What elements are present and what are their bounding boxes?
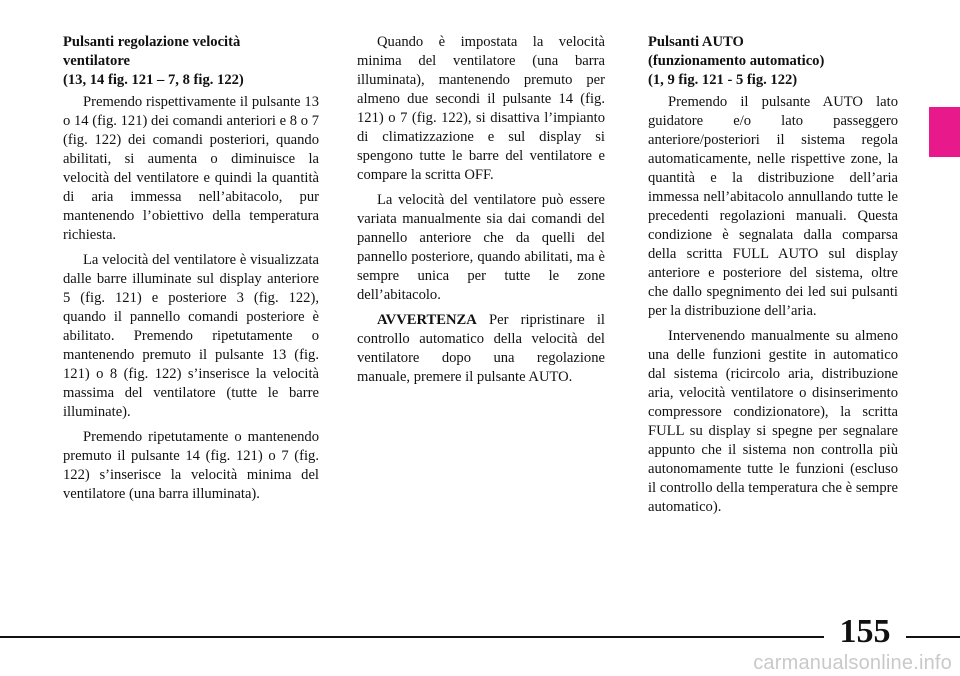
warning-label: AVVERTENZA	[377, 312, 477, 328]
footer-rule-left	[0, 636, 824, 638]
heading-line: Pulsanti regolazione velocità	[63, 34, 241, 50]
section-heading-fan-speed	[63, 33, 319, 90]
warning-text: Per ripristinare il controllo automatico della velocità del ventilatore dopo una regolazione manuale, premere il pulsante AUTO.	[357, 312, 605, 385]
body-paragraph: Intervenendo manualmente su almeno una delle funzioni gestite in automatico dal sistema (ricircolo aria, distribuzione aria, velocità ventilatore o disinserimento compressore condizionatore), la scritta FULL su display si spegne per segnalare appunto che il sistema non controlla più autonomamente tutte le funzioni (escluso il controllo della temperatura che è sempre automatico).	[648, 328, 898, 515]
body-paragraph: La velocità del ventilatore è visualizzata dalle barre illuminate sul display anteriore 5 (fig. 121) e posteriore 3 (fig. 122), quando il pannello comandi posteriore è abilitato. Premendo ripetutamente o mantenendo premuto il pulsante 13 (fig. 121) o 8 (fig. 122) s’inserisce la velocità massima del ventilatore (tutte le barre illuminate).	[63, 252, 319, 420]
body-paragraph: Premendo ripetutamente o mantenendo premuto il pulsante 14 (fig. 121) o 7 (fig. 122) s’inserisce la velocità minima del ventilatore (una barra illuminata).	[63, 429, 319, 502]
watermark: carmanualsonline.info	[753, 652, 952, 674]
section-tab-marker	[929, 107, 960, 157]
heading-line: (1, 9 fig. 121 - 5 fig. 122)	[648, 72, 798, 88]
footer-rule-right	[906, 636, 960, 638]
section-heading-auto	[648, 33, 898, 90]
body-paragraph: Premendo il pulsante AUTO lato guidatore e/o lato passeggero anteriore/posteriori il sistema regola automaticamente, nelle rispettive zone, la quantità e la distribuzione dell’aria immessa nell’abitacolo annullando tutte le precedenti regolazioni manuali. Questa condizione è segnalata dalla comparsa della scritta FULL AUTO sul display anteriore e posteriore del sistema, oltre che dallo spegnimento dei led sui pulsanti per la distribuzione dell’aria.	[648, 94, 898, 319]
heading-line: Pulsanti AUTO	[648, 34, 744, 50]
column-right	[648, 33, 898, 523]
heading-line: (13, 14 fig. 121 – 7, 8 fig. 122)	[63, 72, 244, 88]
page-number: 155	[839, 613, 891, 650]
body-paragraph: Premendo rispettivamente il pulsante 13 o 14 (fig. 121) dei comandi anteriori e 8 o 7 (fig. 122) dei comandi posteriori, quando abilitati, si aumenta o diminuisce la velocità del ventilatore e quindi la quantità di aria immessa nell’abitacolo, pur mantenendo l’obiettivo della temperatura richiesta.	[63, 94, 319, 243]
heading-line: ventilatore	[63, 53, 131, 69]
column-left	[63, 33, 319, 510]
warning-paragraph	[357, 311, 605, 387]
body-paragraph: Quando è impostata la velocità minima del ventilatore (una barra illuminata), mantenendo premuto per almeno due secondi il pulsante 14 (fig. 121) o 7 (fig. 122), si disattiva l’impianto di climatizzazione e sul display si spengono tutte le barre del ventilatore e compare la scritta OFF.	[357, 34, 605, 183]
body-paragraph: La velocità del ventilatore può essere variata manualmente sia dai comandi del pannello anteriore che da quelli del pannello posteriore, quando abilitati, ma è sempre unica per tutte le zone dell’abitacolo.	[357, 192, 605, 303]
heading-line: (funzionamento automatico)	[648, 53, 825, 69]
column-middle	[357, 33, 605, 393]
